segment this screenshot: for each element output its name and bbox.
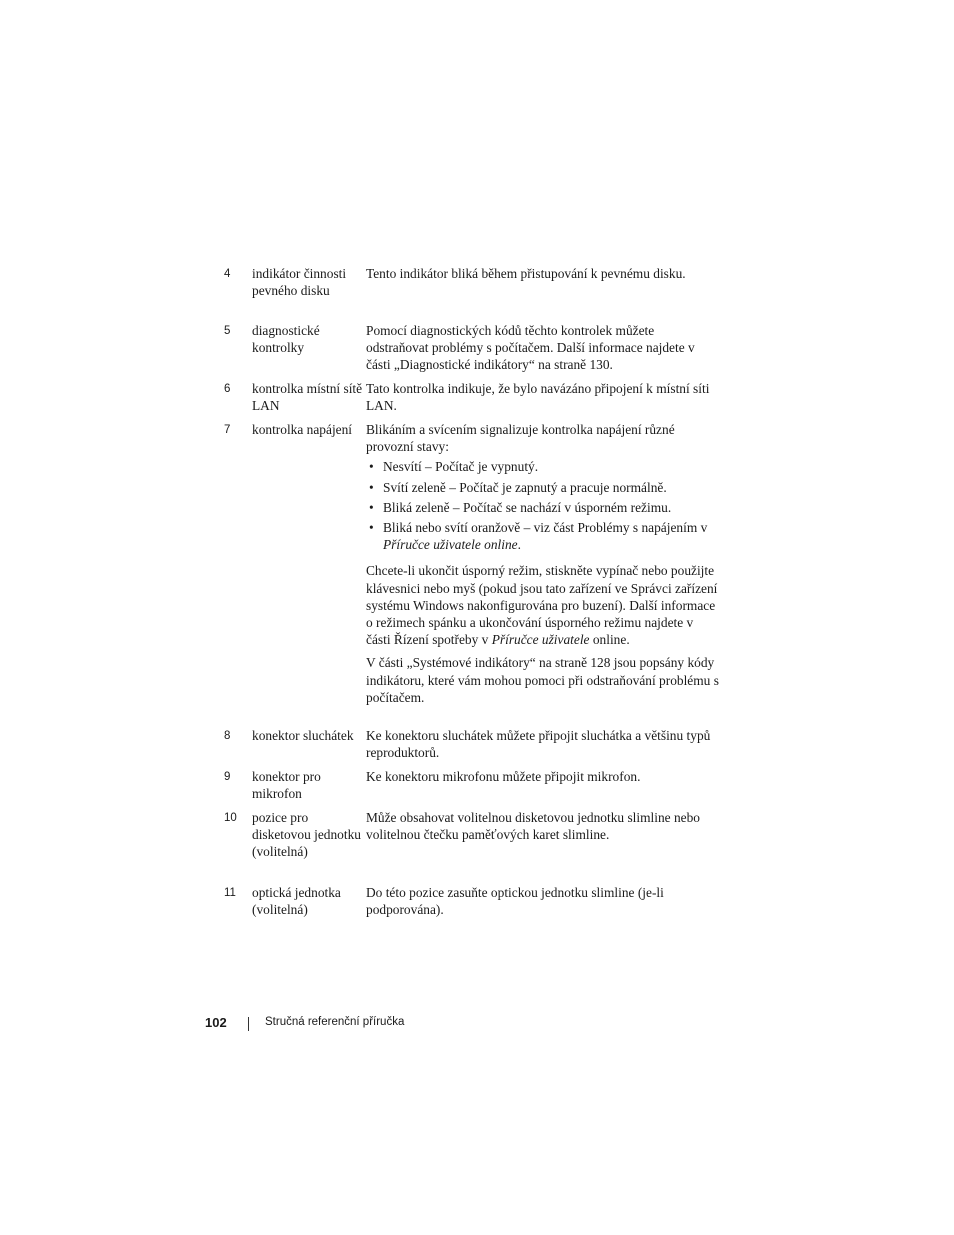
item-number: 6 [224, 383, 231, 395]
item-description: Tento indikátor bliká během přistupování k pevnému disku. [366, 266, 686, 281]
list-item: • Bliká zeleně – Počítač se nachází v úsporném režimu. [369, 499, 672, 515]
item-number: 7 [224, 424, 231, 436]
item-description: Do této pozice zasuňte optickou jednotku slimline (je-li podporována). [366, 885, 664, 918]
item-description [366, 421, 719, 706]
item-description: Pomocí diagnostických kódů těchto kontrolek můžete odstraňovat problémy s počítačem. Další informace najdete v části „Diagnostické indikátory“ na straně 130. [366, 323, 695, 373]
item-term: diagnostické kontrolky [252, 323, 320, 356]
table-row [224, 768, 719, 809]
item-term: konektor pro mikrofon [252, 769, 321, 802]
item-table [224, 265, 719, 925]
item-number: 4 [224, 268, 231, 280]
power-intro: Blikáním a svícením signalizuje kontrolka napájení různé provozní stavy: [366, 422, 675, 455]
item-description: Může obsahovat volitelnou disketovou jednotku slimline nebo volitelnou čtečku paměťových karet slimline. [366, 810, 700, 843]
item-description: Ke konektoru sluchátek můžete připojit sluchátka a většinu typů reproduktorů. [366, 728, 711, 761]
table-row [224, 380, 719, 421]
list-item: • Bliká nebo svítí oranžově – viz část Problémy s napájením v Příručce uživatele online. [369, 520, 708, 553]
table-row [224, 265, 719, 322]
item-number: 11 [224, 887, 236, 899]
item-number: 8 [224, 730, 231, 742]
bullet-icon: • [369, 479, 374, 495]
item-term: konektor sluchátek [252, 728, 354, 743]
list-item: • Nesvítí – Počítač je vypnutý. [369, 459, 539, 475]
sleep-mode-paragraph: Chcete-li ukončit úsporný režim, stiskněte vypínač nebo použijte klávesnici nebo myš (pokud jsou tato zařízení ve Správci zařízení systému Windows nakonfigurována pro buzení). Další informace o režimech spánku a ukončování úsporného režimu najdete v části Řízení spotřeby v Příručce uživatele online. [366, 563, 718, 648]
footer-title: Stručná referenční příručka [265, 1016, 405, 1028]
table-row [224, 809, 719, 884]
footer-separator [248, 1017, 249, 1031]
list-item: • Svítí zeleně – Počítač je zapnutý a pracuje normálně. [369, 479, 667, 495]
item-number: 10 [224, 812, 237, 824]
bullet-icon: • [369, 499, 374, 515]
bullet-icon: • [369, 520, 374, 536]
item-term: pozice pro disketovou jednotku (volitelná) [252, 810, 361, 860]
table-row [224, 322, 719, 380]
manual-reference: Příručce uživatele online [383, 537, 518, 553]
item-number: 9 [224, 771, 231, 783]
bullet-icon: • [369, 459, 374, 475]
item-term: indikátor činnosti pevného disku [252, 266, 347, 299]
item-term: kontrolka napájení [252, 422, 353, 437]
table-row [224, 727, 719, 768]
manual-reference: Příručce uživatele [491, 632, 590, 648]
system-lights-paragraph: V části „Systémové indikátory“ na straně 128 jsou popsány kódy indikátoru, které vám mohou pomoci při odstraňování problému s počítačem. [366, 655, 719, 705]
item-term: optická jednotka (volitelná) [252, 885, 341, 918]
page-number: 102 [205, 1015, 227, 1030]
item-description: Tato kontrolka indikuje, že bylo navázáno připojení k místní síti LAN. [366, 381, 710, 414]
table-row [224, 884, 719, 925]
item-term: kontrolka místní sítě LAN [252, 381, 363, 414]
item-description: Ke konektoru mikrofonu můžete připojit mikrofon. [366, 769, 641, 784]
table-row [224, 421, 719, 727]
power-states-list [366, 458, 719, 553]
item-number: 5 [224, 325, 231, 337]
